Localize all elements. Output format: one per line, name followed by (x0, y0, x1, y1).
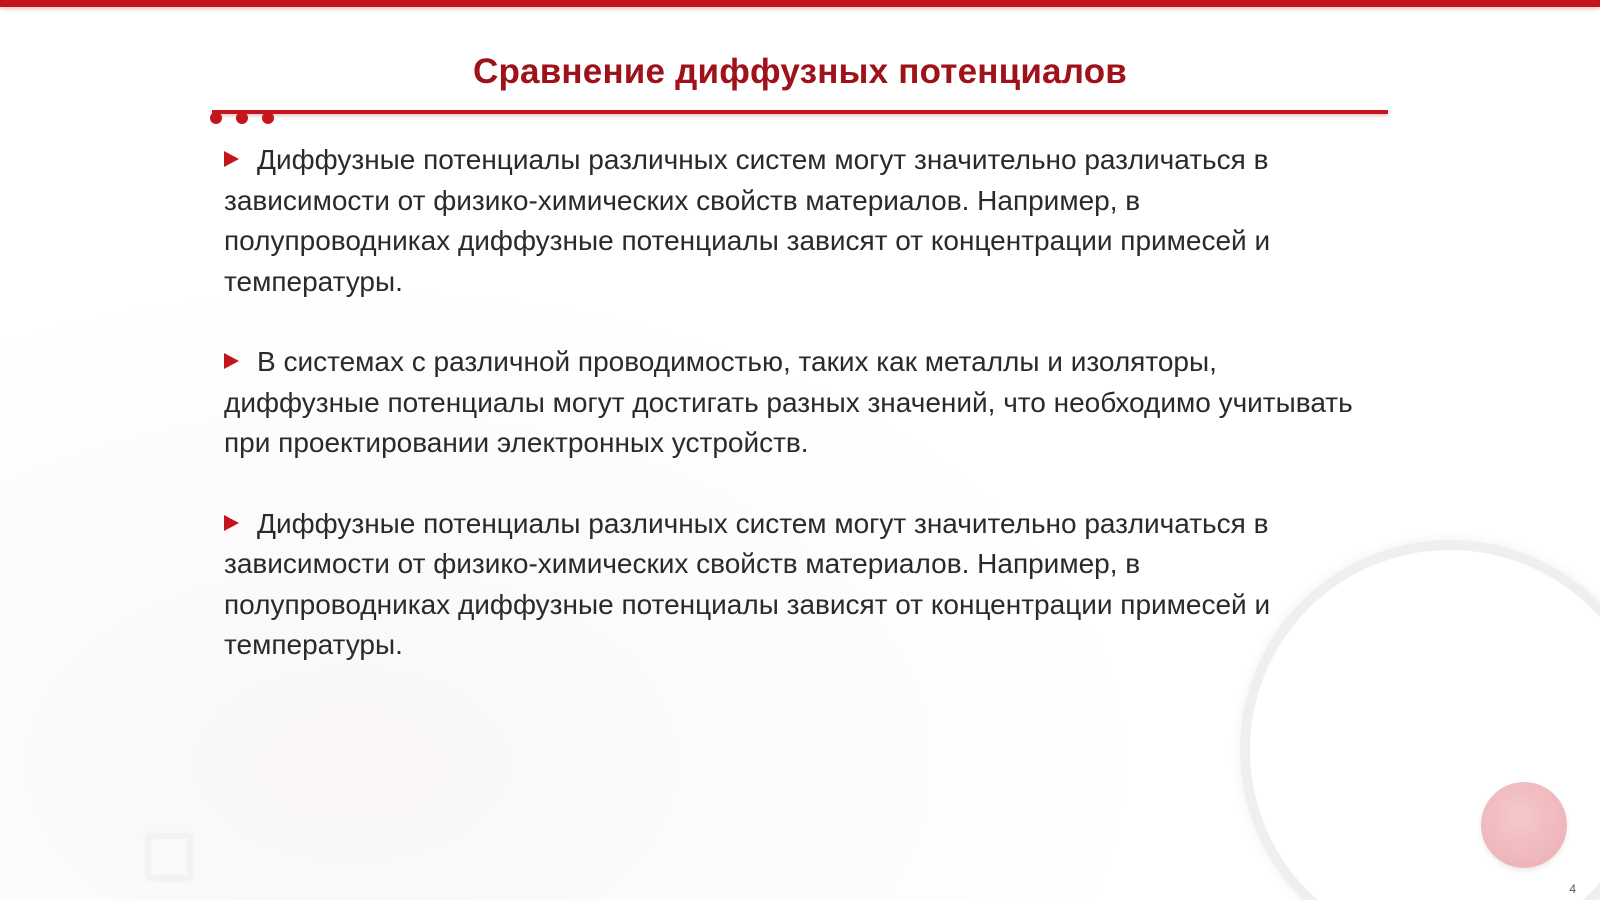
triangle-bullet-icon (224, 151, 239, 167)
bullet-item (224, 342, 1374, 464)
top-accent-bar (0, 0, 1600, 7)
decor-dot-2 (236, 112, 248, 124)
bullet-item (224, 140, 1374, 302)
bullet-text: В системах с различной проводимостью, таких как металлы и изоляторы, диффузные потенциалы могут достигать разных значений, что необходимо учитывать при проектировании электронных устройств. (224, 346, 1353, 458)
decor-dot-1 (210, 112, 222, 124)
triangle-bullet-icon (224, 353, 239, 369)
bullet-text: Диффузные потенциалы различных систем могут значительно различаться в зависимости от физико-химических свойств материалов. Например, в полупроводниках диффузные потенциалы зависят от концентрации примесей и температуры. (224, 144, 1271, 297)
decor-square (146, 834, 192, 880)
slide-title: Сравнение диффузных потенциалов (473, 52, 1127, 91)
decor-dot-3 (262, 112, 274, 124)
bullet-list (224, 140, 1374, 706)
triangle-bullet-icon (224, 515, 239, 531)
decor-pink-circle (1481, 782, 1567, 868)
bullet-item (224, 504, 1374, 666)
title-underline (212, 110, 1388, 114)
page-number: 4 (1569, 882, 1576, 896)
bullet-text: Диффузные потенциалы различных систем могут значительно различаться в зависимости от физико-химических свойств материалов. Например, в полупроводниках диффузные потенциалы зависят от концентрации примесей и температуры. (224, 507, 1271, 660)
